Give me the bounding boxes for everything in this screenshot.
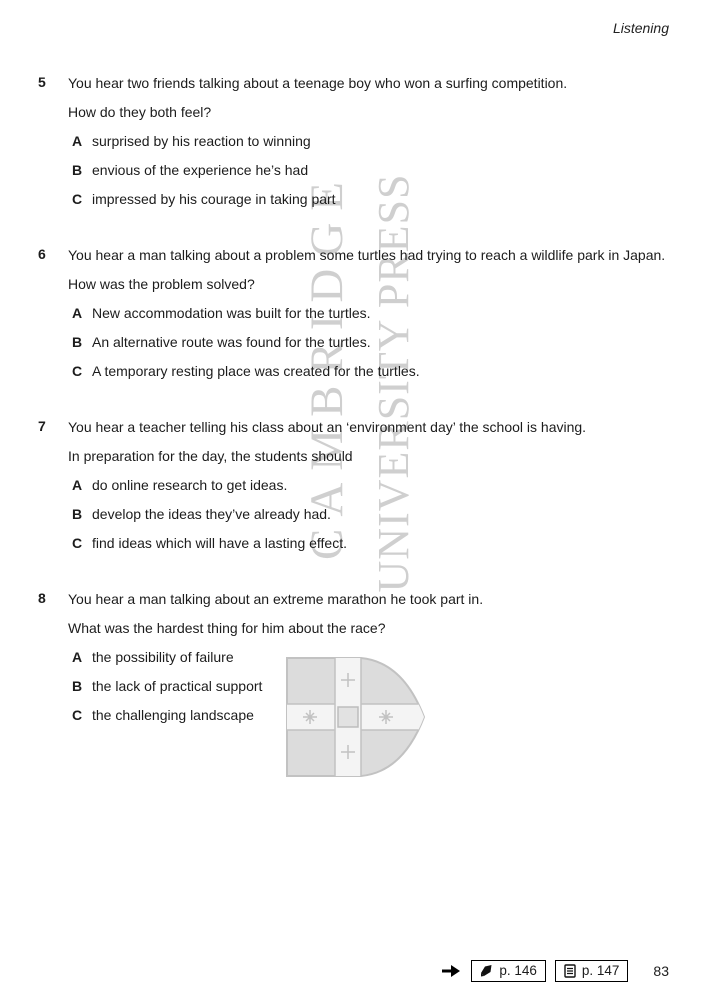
option-text: surprised by his reaction to winning [92,133,311,149]
option-letter: B [72,162,83,178]
option-a [68,476,669,494]
option-b [68,505,669,523]
option-letter: C [72,191,83,207]
option-c [68,706,669,724]
option-c [68,190,669,208]
question-number: 6 [38,246,46,262]
option-b [68,161,669,179]
section-header: Listening [612,20,669,36]
arrow-right-icon [441,964,461,978]
question-6 [38,246,669,380]
option-text: the lack of practical support [92,678,263,694]
option-letter: A [72,133,83,149]
option-text: do online research to get ideas. [92,477,288,493]
option-letter: A [72,649,83,665]
question-prompt: You hear a teacher telling his class about an ‘environment day’ the school is having. [68,419,587,435]
pen-icon [480,964,493,977]
option-a [68,648,669,666]
question-prompt: You hear two friends talking about a teenage boy who won a surfing competition. [68,75,568,91]
watermark-text-cambridge: CAMBRIDGE [301,169,353,561]
option-text: New accommodation was built for the turtles. [92,305,371,321]
option-c [68,534,669,552]
option-text: develop the ideas they’ve already had. [92,506,331,522]
option-c [68,362,669,380]
question-8 [38,590,669,724]
option-b [68,677,669,695]
option-letter: A [72,477,83,493]
option-letter: C [72,363,83,379]
question-stem: In preparation for the day, the students should [68,448,353,464]
question-number: 5 [38,74,46,90]
question-5 [38,74,669,208]
option-letter: C [72,535,83,551]
option-letter: B [72,506,83,522]
page-ref-label: p. 146 [499,963,537,978]
option-text: envious of the experience he’s had [92,162,309,178]
page-footer [441,960,669,982]
option-text: impressed by his courage in taking part [92,191,336,207]
question-stem: How do they both feel? [68,104,212,120]
option-text: the challenging landscape [92,707,254,723]
page-ref-label: p. 147 [581,963,620,978]
questions-list [38,74,669,762]
option-text: An alternative route was found for the turtles. [92,334,371,350]
question-number: 8 [38,590,46,606]
question-prompt: You hear a man talking about an extreme marathon he took part in. [68,591,484,607]
option-a [68,132,669,150]
option-a [68,304,669,322]
page-number: 83 [653,963,669,979]
option-b [68,333,669,351]
option-letter: A [72,305,83,321]
document-icon [564,964,576,978]
option-letter: C [72,707,83,723]
page-ref-146[interactable] [471,960,546,982]
option-letter: B [72,334,83,350]
option-text: find ideas which will have a lasting effect. [92,535,347,551]
page-ref-147[interactable] [555,960,629,982]
question-number: 7 [38,418,46,434]
option-letter: B [72,678,83,694]
watermark-text-university-press: UNIVERSITY PRESS [369,173,418,593]
question-stem: How was the problem solved? [68,276,255,292]
option-text: A temporary resting place was created for the turtles. [92,363,420,379]
question-stem: What was the hardest thing for him about the race? [68,620,386,636]
question-7 [38,418,669,552]
question-prompt: You hear a man talking about a problem some turtles had trying to reach a wildlife park in Japan. [68,247,666,263]
option-text: the possibility of failure [92,649,234,665]
